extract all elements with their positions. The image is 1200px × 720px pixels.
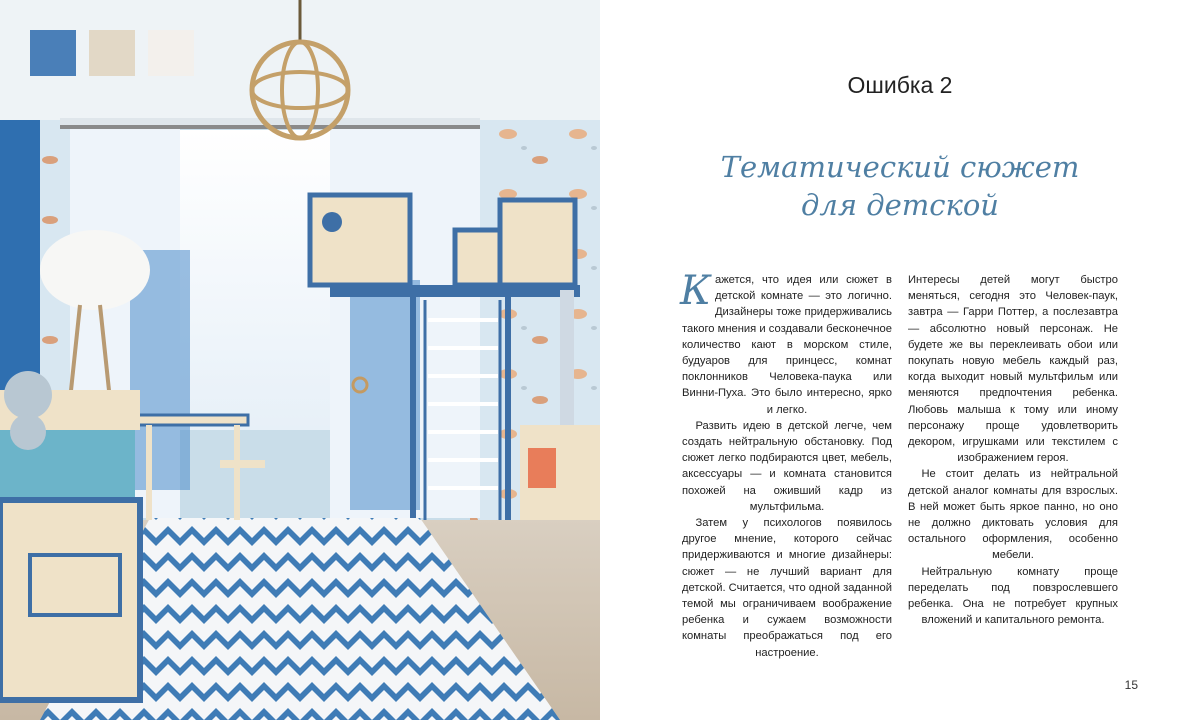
swatch-beige bbox=[89, 30, 135, 76]
paragraph-text: ажется, что идея или сюжет в детской комнате — это логично. Дизайнеры тоже придерживались такого мнения и создавали бесконечное количество кают в морском стиле, будуаров для принцесс, комнат поклонников Человека-паука или Винни-Пуха. Это было интересно, ярко и легко. bbox=[682, 274, 892, 416]
paragraph: Затем у психологов появилось другое мнение, которого сейчас придерживаются и многие дизайнеры: сюжет — не лучший вариант для детской. Считается, что одной заданной темой мы ограничиваем воображение ребенка и сужаем возможности комнаты преображаться под его настроение. bbox=[682, 517, 892, 659]
mistake-heading: Ошибка 2 bbox=[847, 72, 953, 98]
paragraph: Нейтральную комнату проще переделать под повзрослевшего ребенка. Она не потребует крупных вложений и капитального ремонта. bbox=[908, 565, 1118, 627]
title-line-2: для детской bbox=[800, 188, 999, 222]
page-number: 15 bbox=[1124, 678, 1138, 692]
text-page bbox=[600, 0, 1200, 720]
color-palette bbox=[30, 30, 194, 76]
paragraph: Не стоит делать из нейтральной детской аналог комнаты для взрослых. В ней может быть яркое панно, но оно не должно диктовать условия для остального оформления, особенно мебели. bbox=[908, 468, 1118, 562]
paragraph: Развить идею в детской легче, чем создать нейтральную обстановку. Под сюжет легко подбираются цвет, мебель, аксессуары — и комната становится похожей на оживший кадр из мультфильма. bbox=[682, 419, 892, 513]
swatch-white bbox=[148, 30, 194, 76]
text-column-right bbox=[908, 272, 1118, 628]
title-line-1: Тематический сюжет bbox=[720, 150, 1080, 184]
chapter-title bbox=[600, 148, 1200, 224]
paragraph: Интересы детей могут быстро меняться, сегодня это Человек-паук, завтра — Гарри Поттер, а послезавтра — абсолютно новый персонаж. Не будете же вы переклеивать обои или покупать новую мебель каждый раз, когда выходит новый мультфильм или меняются предпочтения ребенка. Любовь малыша к тому или иному персонажу проще удовлетворить декором, игрушками или текстилем с изображением героя. bbox=[908, 274, 1118, 465]
swatch-blue bbox=[30, 30, 76, 76]
paragraph bbox=[680, 268, 892, 418]
drop-cap: К bbox=[680, 268, 711, 314]
text-column-left bbox=[680, 268, 892, 661]
